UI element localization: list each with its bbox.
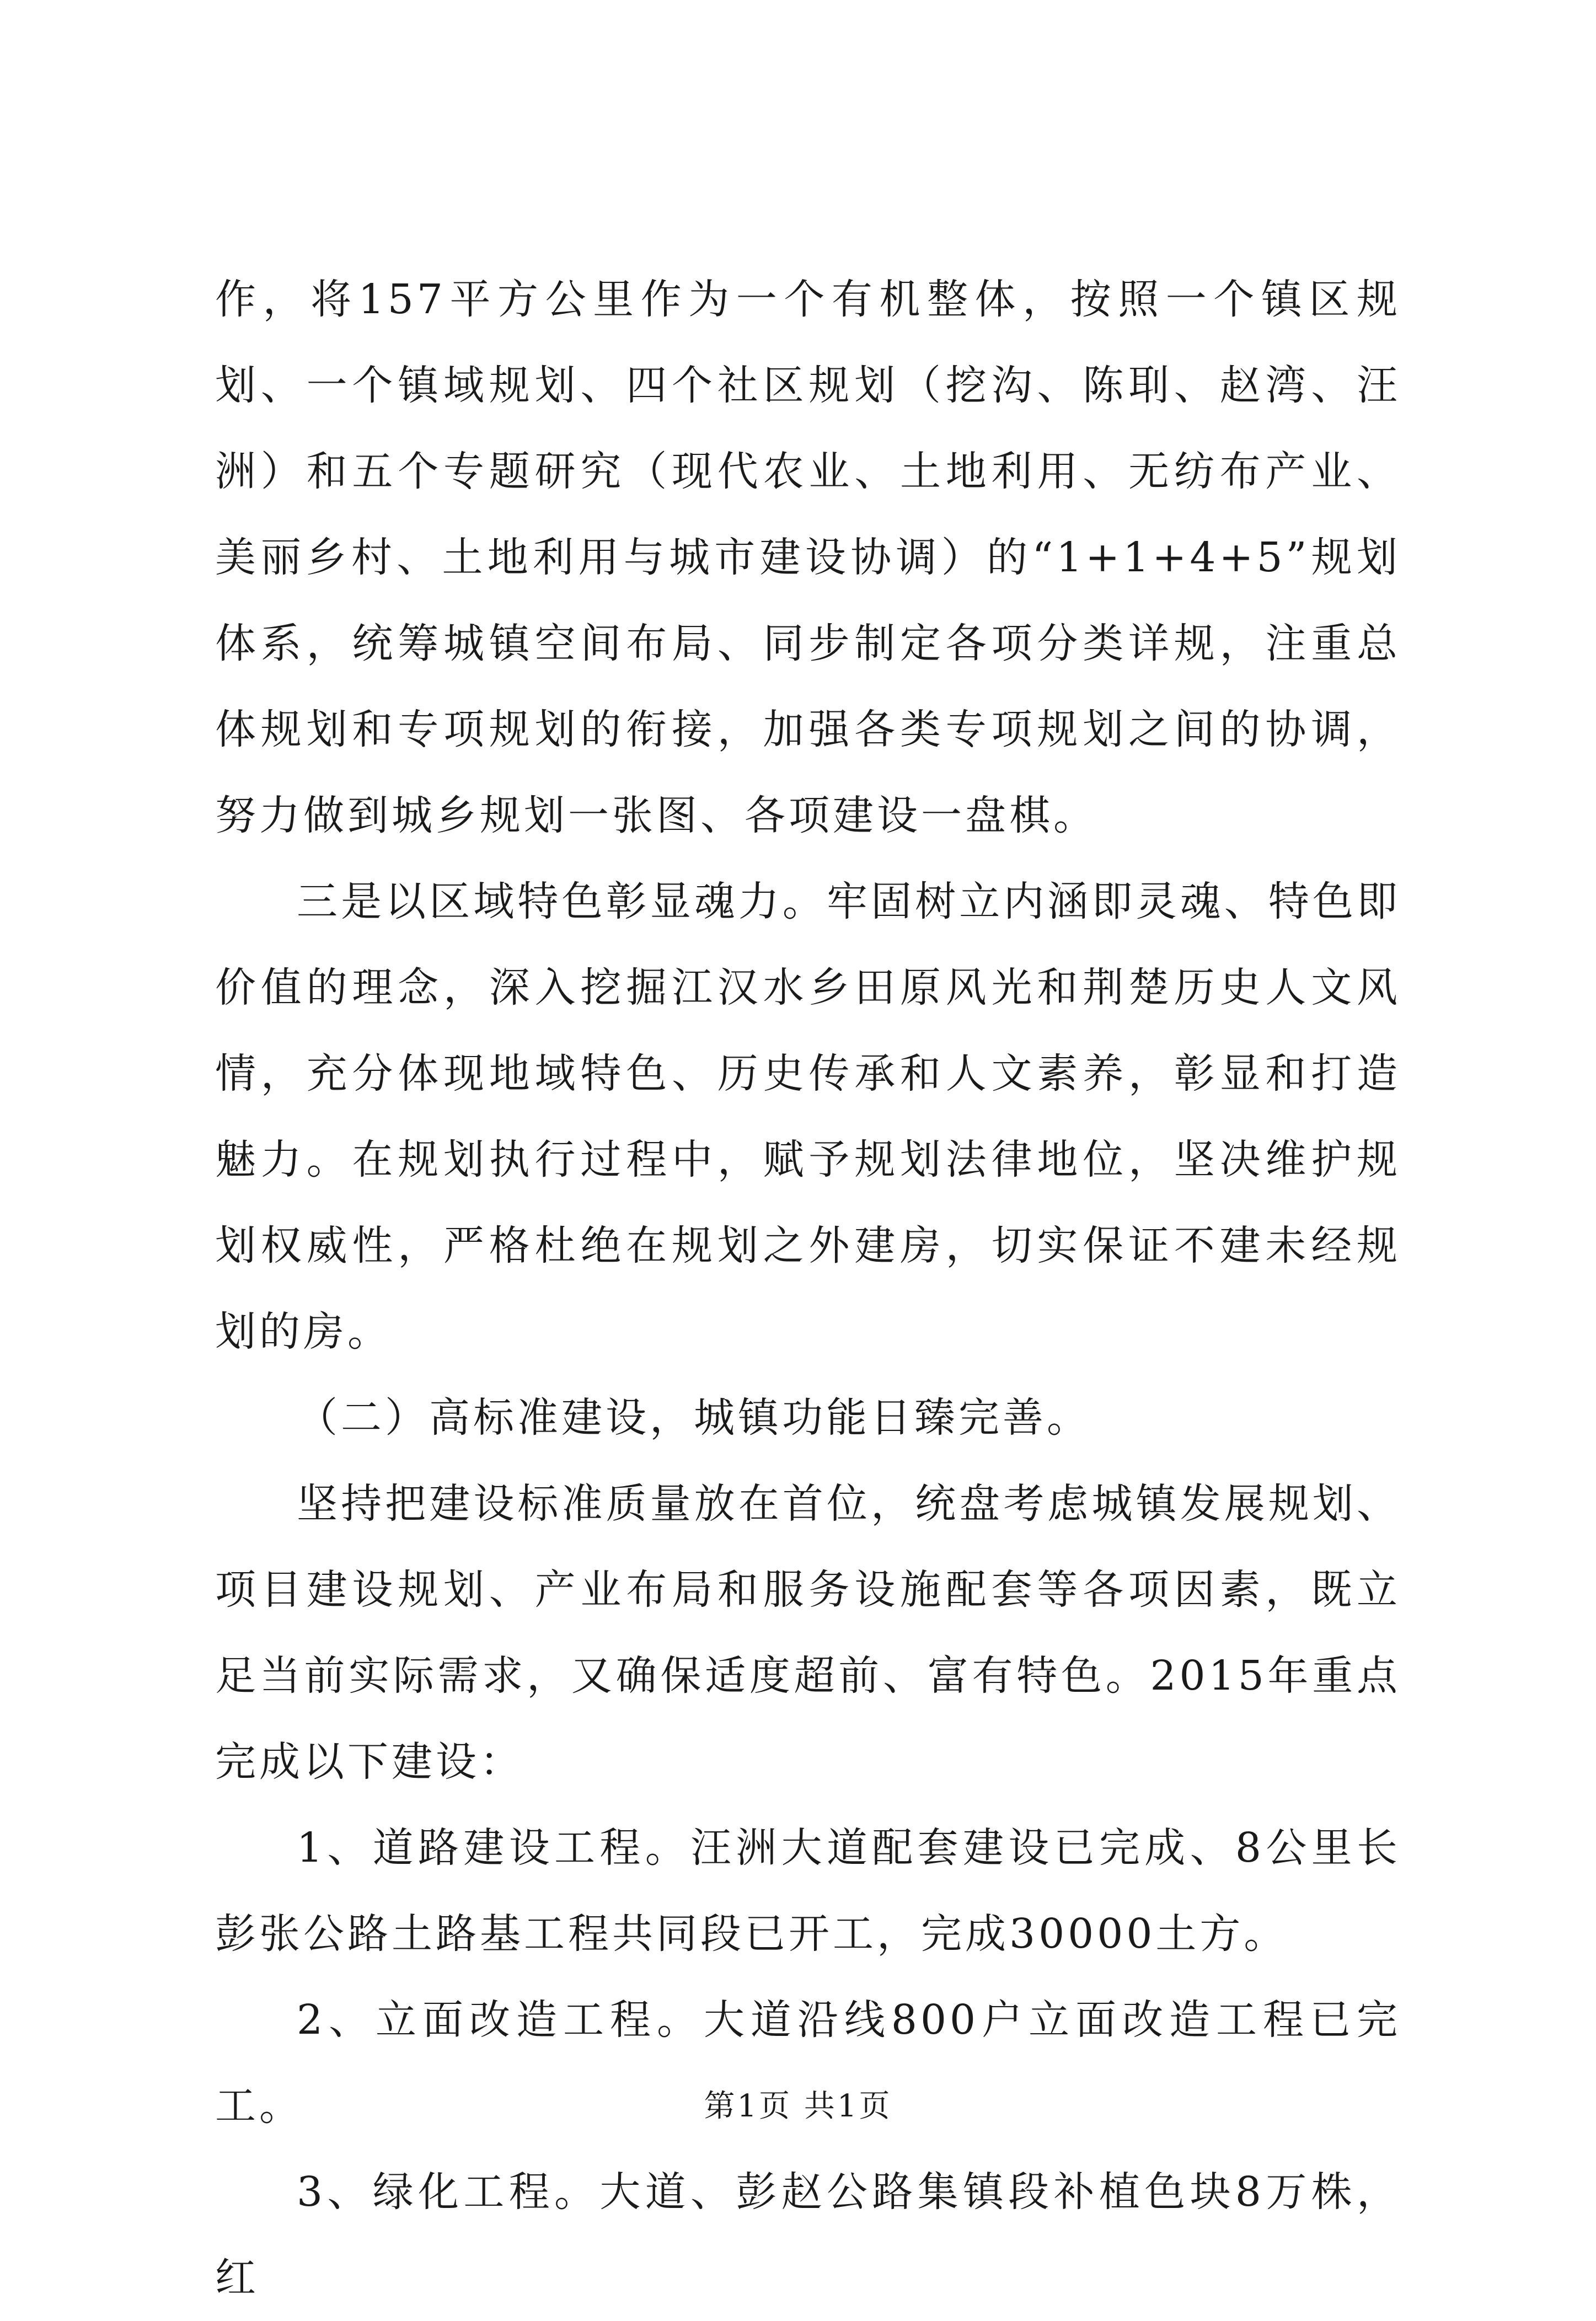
page-footer: 第1页 共1页 (704, 2088, 892, 2124)
paragraph-planning-system: 作，将157平方公里作为一个有机整体，按照一个镇区规划、一个镇域规划、四个社区规划（挖沟、陈刵、赵湾、汪洲）和五个专题研究（现代农业、土地利用、无纺布产业、美丽乡村、土地利用与城市建设协调）的“1+1+4+5”规划体系，统筹城镇空间布局、同步制定各项分类详规，注重总体规划和专项规划的衔接，加强各类专项规划之间的协调，努力做到城乡规划一张图、各项建设一盘棋。 (215, 276, 1401, 839)
list-item-greening: 3、绿化工程。大道、彭赵公路集镇段补植色块8万株，红 (215, 2168, 1401, 2302)
paragraph-construction-standards: 坚持把建设标准质量放在首位，统盘考虑城镇发展规划、项目建设规划、产业布局和服务设施配套等各项因素，既立足当前实际需求，又确保适度超前、富有特色。2015年重点完成以下建设： (215, 1480, 1401, 1786)
list-item-road-construction: 1、道路建设工程。汪洲大道配套建设已完成、8公里长彭张公路土路基工程共同段已开工，完成30000土方。 (215, 1824, 1401, 1958)
paragraph-regional-features: 三是以区域特色彰显魂力。牢固树立内涵即灵魂、特色即价值的理念，深入挖掘江汉水乡田原风光和荆楚历史人文风情，充分体现地域特色、历史传承和人文素养，彰显和打造魅力。在规划执行过程中，赋予规划法律地位，坚决维护规划权威性，严格杜绝在规划之外建房，切实保证不建未经规划的房。 (215, 878, 1401, 1355)
section-heading-construction: （二）高标准建设，城镇功能日臻完善。 (297, 1394, 1091, 1441)
document-body (215, 256, 1401, 2321)
list-item-facade-renovation: 2、立面改造工程。大道沿线800户立面改造工程已完工。 (215, 1996, 1401, 2130)
